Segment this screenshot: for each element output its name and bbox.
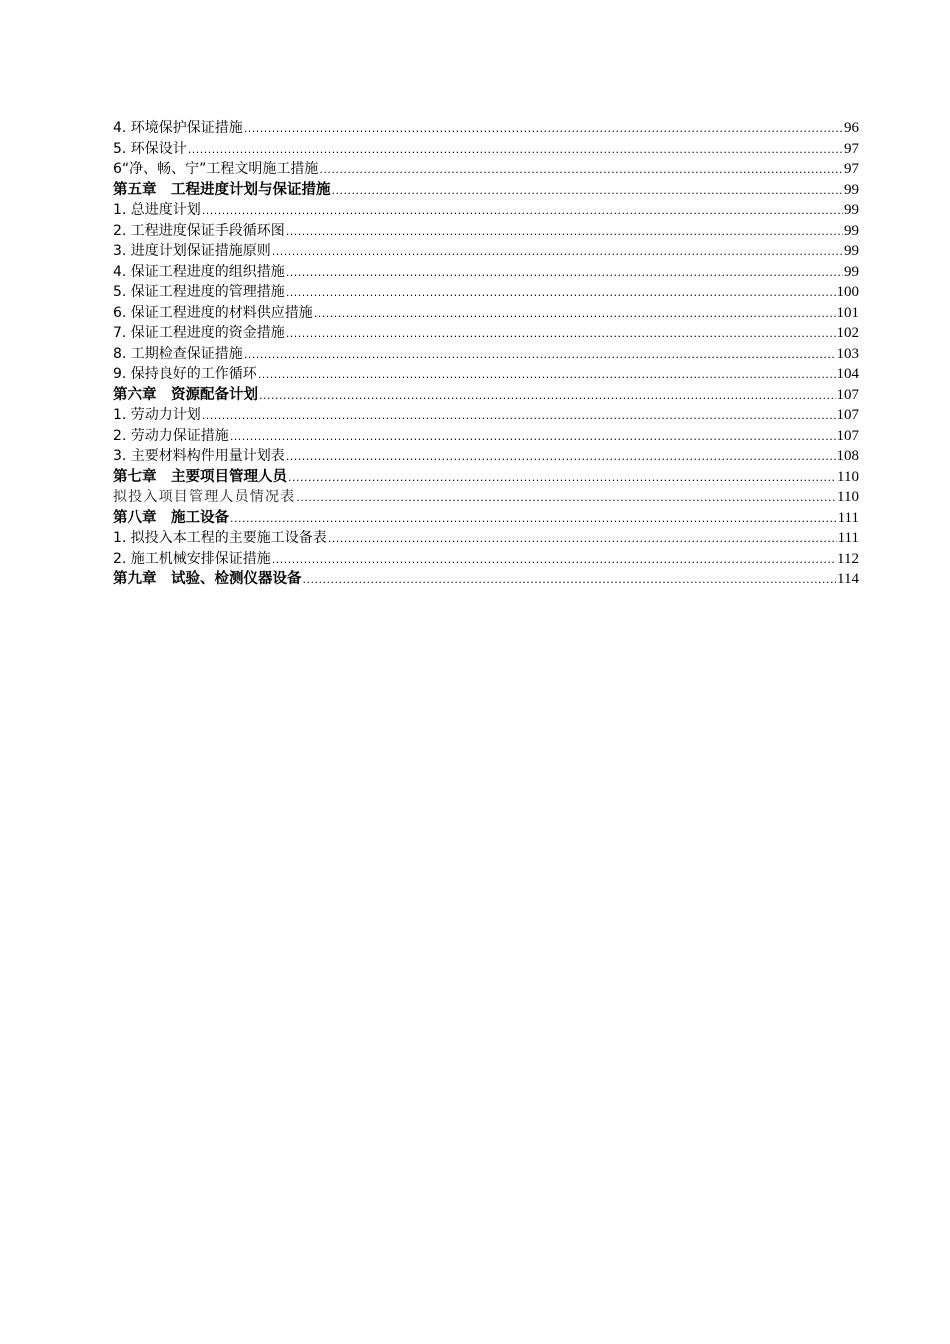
- toc-dot-leader: [259, 386, 836, 407]
- toc-dot-leader: [286, 222, 843, 243]
- toc-entry[interactable]: [113, 241, 859, 262]
- toc-page-number: 102: [836, 325, 859, 341]
- toc-entry[interactable]: [113, 344, 859, 365]
- toc-entry-title: 2. 施工机械安排保证措施: [113, 550, 271, 567]
- toc-page-number: 104: [836, 366, 859, 382]
- toc-entry[interactable]: [113, 364, 859, 385]
- toc-entry[interactable]: [113, 528, 859, 549]
- toc-page-number: 97: [844, 161, 859, 177]
- toc-page-number: 110: [837, 468, 859, 485]
- toc-page-number: 97: [844, 140, 859, 157]
- toc-dot-leader: [296, 488, 836, 509]
- toc-page-number: 107: [836, 407, 859, 423]
- toc-entry-title: 3. 进度计划保证措施原则: [113, 243, 271, 259]
- toc-chapter-entry[interactable]: [113, 467, 859, 488]
- toc-dot-leader: [244, 119, 843, 140]
- toc-entry-title: 5. 保证工程进度的管理措施: [113, 284, 285, 300]
- toc-entry-title: 1. 劳动力计划: [113, 407, 201, 423]
- toc-page-number: 112: [837, 550, 859, 567]
- toc-entry-title: 1. 拟投入本工程的主要施工设备表: [113, 530, 327, 546]
- toc-entry[interactable]: [113, 303, 859, 324]
- toc-dot-leader: [328, 529, 837, 550]
- toc-page-number: 108: [836, 448, 859, 464]
- toc-entry[interactable]: [113, 487, 859, 508]
- toc-entry-title: 6“净、畅、宁”工程文明施工措施: [113, 161, 319, 177]
- toc-page-number: 107: [836, 386, 859, 403]
- toc-entry[interactable]: [113, 262, 859, 283]
- toc-page-number: 99: [844, 263, 859, 280]
- toc-page-number: 99: [844, 243, 859, 259]
- toc-page-number: 99: [844, 181, 859, 198]
- toc-entry-title: 4. 环境保护保证措施: [113, 120, 243, 136]
- toc-entry-title: 5. 环保设计: [113, 140, 187, 157]
- toc-chapter-entry[interactable]: [113, 180, 859, 201]
- toc-dot-leader: [286, 263, 843, 284]
- toc-dot-leader: [286, 447, 836, 468]
- toc-entry[interactable]: [113, 323, 859, 344]
- toc-chapter-entry[interactable]: [113, 569, 859, 590]
- toc-page-number: 96: [844, 120, 859, 136]
- toc-chapter-title: 第七章 主要项目管理人员: [113, 468, 287, 485]
- toc-page-number: 111: [837, 509, 859, 526]
- toc-dot-leader: [272, 550, 836, 571]
- toc-page-number: 101: [836, 304, 859, 321]
- toc-dot-leader: [188, 140, 843, 161]
- toc-entry-title: 4. 保证工程进度的组织措施: [113, 263, 285, 280]
- toc-dot-leader: [319, 160, 843, 181]
- toc-dot-leader: [286, 283, 836, 304]
- toc-entry-title: 8. 工期检查保证措施: [113, 345, 243, 362]
- toc-chapter-entry[interactable]: [113, 508, 859, 529]
- toc-chapter-title: 第六章 资源配备计划: [113, 386, 258, 403]
- toc-dot-leader: [258, 365, 836, 386]
- toc-entry-title: 3. 主要材料构件用量计划表: [113, 448, 285, 464]
- toc-entry[interactable]: [113, 446, 859, 467]
- toc-dot-leader: [314, 304, 836, 325]
- toc-entry[interactable]: [113, 221, 859, 242]
- toc-entry[interactable]: [113, 426, 859, 447]
- toc-entry-title: 2. 工程进度保证手段循环图: [113, 222, 285, 239]
- toc-chapter-entry[interactable]: [113, 385, 859, 406]
- toc-page-number: 110: [837, 489, 859, 505]
- toc-entry[interactable]: [113, 139, 859, 160]
- toc-dot-leader: [202, 201, 843, 222]
- toc-page-number: 100: [836, 284, 859, 300]
- toc-entry[interactable]: [113, 549, 859, 570]
- toc-dot-leader: [244, 345, 836, 366]
- toc-page-number: 99: [844, 202, 859, 218]
- toc-page-number: 103: [836, 345, 859, 362]
- toc-dot-leader: [272, 242, 843, 263]
- toc-page-number: 111: [837, 530, 859, 546]
- toc-entry[interactable]: [113, 159, 859, 180]
- toc-entry-title: 1. 总进度计划: [113, 202, 201, 218]
- toc-chapter-title: 第五章 工程进度计划与保证措施: [113, 181, 331, 198]
- toc-dot-leader: [230, 427, 836, 448]
- toc-entry-title: 6. 保证工程进度的材料供应措施: [113, 304, 313, 321]
- toc-dot-leader: [230, 509, 837, 530]
- toc-entry-title: 9. 保持良好的工作循环: [113, 366, 257, 382]
- toc-dot-leader: [286, 324, 836, 345]
- table-of-contents: [113, 118, 859, 590]
- toc-entry[interactable]: [113, 282, 859, 303]
- toc-entry[interactable]: [113, 405, 859, 426]
- toc-entry-title: 拟投入项目管理人员情况表: [113, 489, 296, 505]
- toc-entry[interactable]: [113, 200, 859, 221]
- toc-entry-title: 2. 劳动力保证措施: [113, 427, 229, 444]
- toc-entry[interactable]: [113, 118, 859, 139]
- toc-dot-leader: [202, 406, 836, 427]
- toc-page-number: 114: [837, 571, 859, 587]
- toc-chapter-title: 第八章 施工设备: [113, 509, 229, 526]
- toc-dot-leader: [288, 468, 836, 489]
- toc-dot-leader: [332, 181, 844, 202]
- toc-entry-title: 7. 保证工程进度的资金措施: [113, 325, 285, 341]
- toc-chapter-title: 第九章 试验、检测仪器设备: [113, 571, 302, 587]
- toc-page-number: 99: [844, 222, 859, 239]
- toc-dot-leader: [303, 570, 837, 591]
- toc-page-number: 107: [836, 427, 859, 444]
